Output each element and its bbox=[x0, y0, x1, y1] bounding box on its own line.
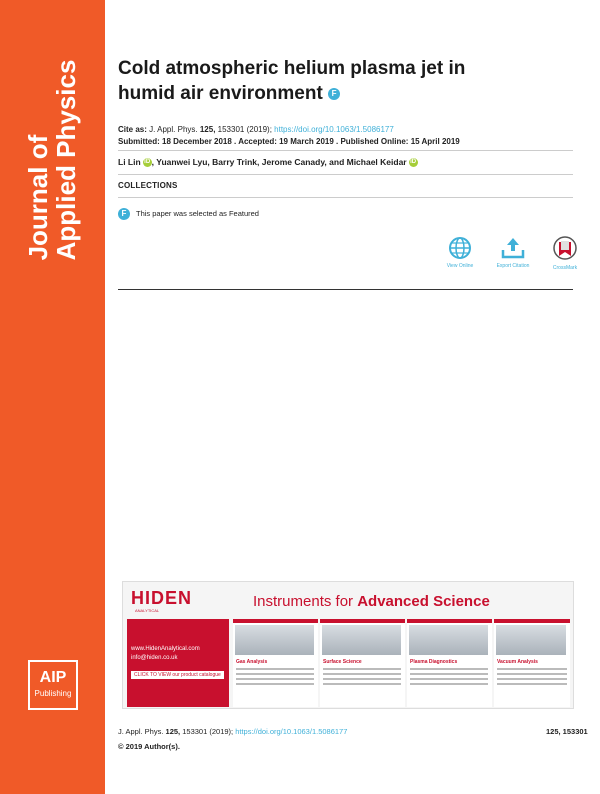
ad-contact-panel bbox=[127, 619, 229, 707]
ad-logo: HIDEN bbox=[131, 588, 193, 608]
author-name[interactable]: Yuanwei Lyu, Barry Trink, Jerome Canady, and Michael Keidar bbox=[156, 157, 407, 167]
ad-panel-text bbox=[497, 668, 567, 688]
ad-panel-title: Vacuum Analysis bbox=[497, 659, 538, 665]
title-line1: Cold atmospheric helium plasma jet in bbox=[118, 58, 466, 79]
ad-catalogue-button[interactable]: CLICK TO VIEW our product catalogue bbox=[131, 671, 224, 679]
export-citation-button[interactable] bbox=[488, 236, 538, 269]
featured-badge-icon: F bbox=[118, 208, 130, 220]
footer-journal: J. Appl. Phys. bbox=[118, 727, 164, 736]
divider bbox=[118, 150, 573, 151]
author-name[interactable]: Li Lin bbox=[118, 157, 141, 167]
author-list: Li Lin iD , Yuanwei Lyu, Barry Trink, Jerome Canady, and Michael Keidar iD bbox=[118, 157, 417, 167]
collections-heading: COLLECTIONS bbox=[118, 181, 178, 190]
ad-panel-text bbox=[236, 668, 314, 688]
crossmark-button[interactable] bbox=[540, 236, 590, 271]
ad-email[interactable]: info@hiden.co.uk bbox=[131, 655, 178, 661]
title-line2: humid air environment bbox=[118, 83, 323, 104]
crossmark-icon bbox=[553, 236, 577, 262]
ad-tagline bbox=[253, 593, 490, 610]
action-label: CrossMark bbox=[552, 265, 578, 271]
article-dates: Submitted: 18 December 2018 . Accepted: 19 March 2019 . Published Online: 15 April 2019 bbox=[118, 137, 460, 146]
ad-panel bbox=[494, 619, 570, 707]
journal-sidebar bbox=[0, 0, 105, 794]
journal-name-line1: Journal of bbox=[23, 134, 53, 261]
ad-panel-title: Surface Science bbox=[323, 659, 362, 665]
article-title bbox=[118, 56, 558, 106]
ad-header bbox=[123, 582, 573, 618]
ad-panel-text bbox=[323, 668, 401, 688]
cite-label: Cite as: bbox=[118, 125, 147, 134]
ad-tagline-bold: Advanced Science bbox=[357, 593, 490, 610]
aip-publishing-logo[interactable] bbox=[28, 660, 78, 710]
copyright: © 2019 Author(s). bbox=[118, 742, 180, 751]
ad-product-image bbox=[496, 625, 566, 655]
ad-panel bbox=[320, 619, 405, 707]
ad-panel-title: Gas Analysis bbox=[236, 659, 268, 665]
doi-link[interactable]: https://doi.org/10.1063/1.5086177 bbox=[274, 125, 394, 134]
article-actions bbox=[430, 236, 580, 276]
featured-note bbox=[118, 208, 259, 220]
ad-panel bbox=[233, 619, 318, 707]
journal-name-line2: Applied Physics bbox=[51, 59, 81, 261]
cite-volume: 125, bbox=[199, 125, 216, 134]
ad-product-image bbox=[409, 625, 488, 655]
hiden-advertisement[interactable] bbox=[122, 581, 574, 709]
logo-text: AIP bbox=[39, 669, 67, 686]
divider bbox=[118, 197, 573, 198]
citation-line bbox=[118, 124, 394, 135]
ad-website[interactable]: www.HidenAnalytical.com bbox=[131, 646, 200, 652]
globe-icon bbox=[448, 236, 472, 260]
export-icon bbox=[500, 236, 526, 260]
ad-logo-sub: ANALYTICAL bbox=[135, 608, 160, 613]
ad-product-image bbox=[235, 625, 314, 655]
footer-doi-link[interactable]: https://doi.org/10.1063/1.5086177 bbox=[235, 727, 348, 736]
footer-cite-rest: 153301 (2019); bbox=[182, 727, 234, 736]
divider bbox=[118, 289, 573, 290]
ad-panel-title: Plasma Diagnostics bbox=[410, 659, 458, 665]
featured-badge-icon[interactable]: F bbox=[328, 88, 340, 100]
orcid-icon[interactable]: iD bbox=[410, 159, 417, 166]
action-label: Export Citation bbox=[496, 263, 530, 269]
journal-name bbox=[24, 60, 80, 261]
ad-panel-text bbox=[410, 668, 488, 688]
ad-panel bbox=[407, 619, 492, 707]
divider bbox=[118, 174, 573, 175]
featured-text: This paper was selected as Featured bbox=[136, 209, 259, 218]
cite-rest: 153301 (2019); bbox=[217, 125, 272, 134]
footer-citation bbox=[118, 727, 347, 737]
cite-journal: J. Appl. Phys. bbox=[149, 125, 198, 134]
action-label: View Online bbox=[446, 263, 474, 269]
page-number: 125, 153301 bbox=[546, 727, 588, 736]
logo-subtext: Publishing bbox=[34, 689, 72, 698]
ad-product-image bbox=[322, 625, 401, 655]
orcid-icon[interactable]: iD bbox=[144, 159, 151, 166]
view-online-button[interactable] bbox=[435, 236, 485, 269]
ad-tagline-pre: Instruments for bbox=[253, 593, 354, 610]
footer-volume: 125, bbox=[165, 727, 181, 736]
